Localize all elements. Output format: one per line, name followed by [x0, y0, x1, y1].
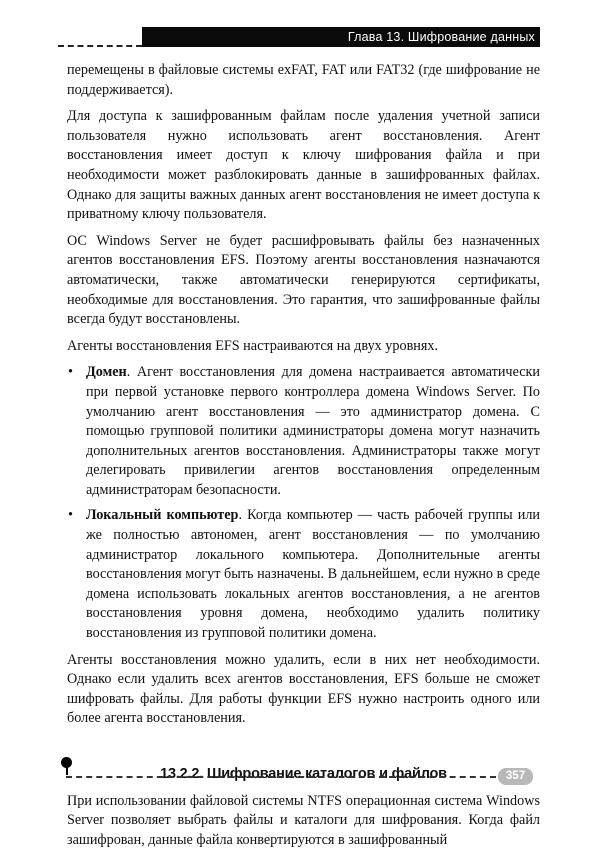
page-number-badge: [498, 768, 533, 785]
list-item: [67, 363, 540, 500]
running-header: [142, 27, 540, 47]
bullet-icon: •: [68, 364, 73, 381]
list-item-term: Домен: [86, 364, 127, 381]
paragraph: перемещены в файловые системы exFAT, FAT или FAT32 (где шифрование не поддерживается).: [67, 62, 540, 98]
paragraph: ОС Windows Server не будет расшифровывать файлы без назначенных агентов восстановления EFS. Поэтому агенты восстановления назначаются автоматически, также автоматически генерируются сертификаты, необходимые для восстановления. Это гарантия, что зашифрованные файлы всегда будут восстановлены.: [67, 232, 540, 328]
list-item: [67, 506, 540, 643]
footer-stem: [66, 766, 68, 775]
bullet-icon: •: [68, 507, 73, 524]
paragraph: Агенты восстановления EFS настраиваются на двух уровнях.: [67, 337, 439, 354]
paragraph: Для доступа к зашифрованным файлам после удаления учетной записи пользователя нужно использовать агент восстановления. Агент восстановления имеет доступ к ключу шифрования файла и при необходимости может разблокировать данные в зашифрованных файлах. Однако для защиты важных данных агент восстановления не имеет доступа к приватному ключу пользователя.: [67, 108, 540, 223]
page-number: 357: [505, 770, 526, 782]
footer-dashed-rule: [66, 776, 496, 778]
chapter-title: Глава 13. Шифрование данных: [347, 30, 535, 44]
paragraph: При использовании файловой системы NTFS операционная система Windows Server позволяет выбрать файлы и каталоги для шифрования. Когда файл зашифрован, данные файла конвертируются в зашифрованный: [67, 792, 540, 848]
bullet-list: [67, 363, 540, 643]
section-heading: 13.2.2. Шифрование каталогов и файлов: [160, 766, 447, 782]
page-body: [67, 61, 540, 857]
header-dashed-rule: [58, 45, 142, 47]
list-item-text: . Когда компьютер — часть рабочей группы или же полностью автономен, агент восстановления — по умолчанию администратор локального компьютера. Дополнительные агенты восстановления могут быть назначены. В дальнейшем, если нужно в среде домена использовать локальных агентов восстановления, а не агентов восстановления уровня домена, необходимо удалить политику восстановления из групповой политики домена.: [86, 507, 541, 642]
paragraph: Агенты восстановления можно удалить, если в них нет необходимости. Однако если удалить всех агентов восстановления, EFS больше не сможет шифровать файлы. Для работы функции EFS нужно настроить одного или более агента восстановления.: [67, 651, 540, 727]
list-item-text: . Агент восстановления для домена настраивается автоматически при первой установке первого контроллера домена Windows Server. По умолчанию агент восстановления — это администратор домена. С помощью групповой политики администраторы домена могут назначить дополнительных агентов восстановления. Администраторы также могут делегировать привилегии агентов восстановления определенным администраторам безопасности.: [86, 364, 540, 498]
list-item-term: Локальный компьютер: [86, 507, 239, 524]
